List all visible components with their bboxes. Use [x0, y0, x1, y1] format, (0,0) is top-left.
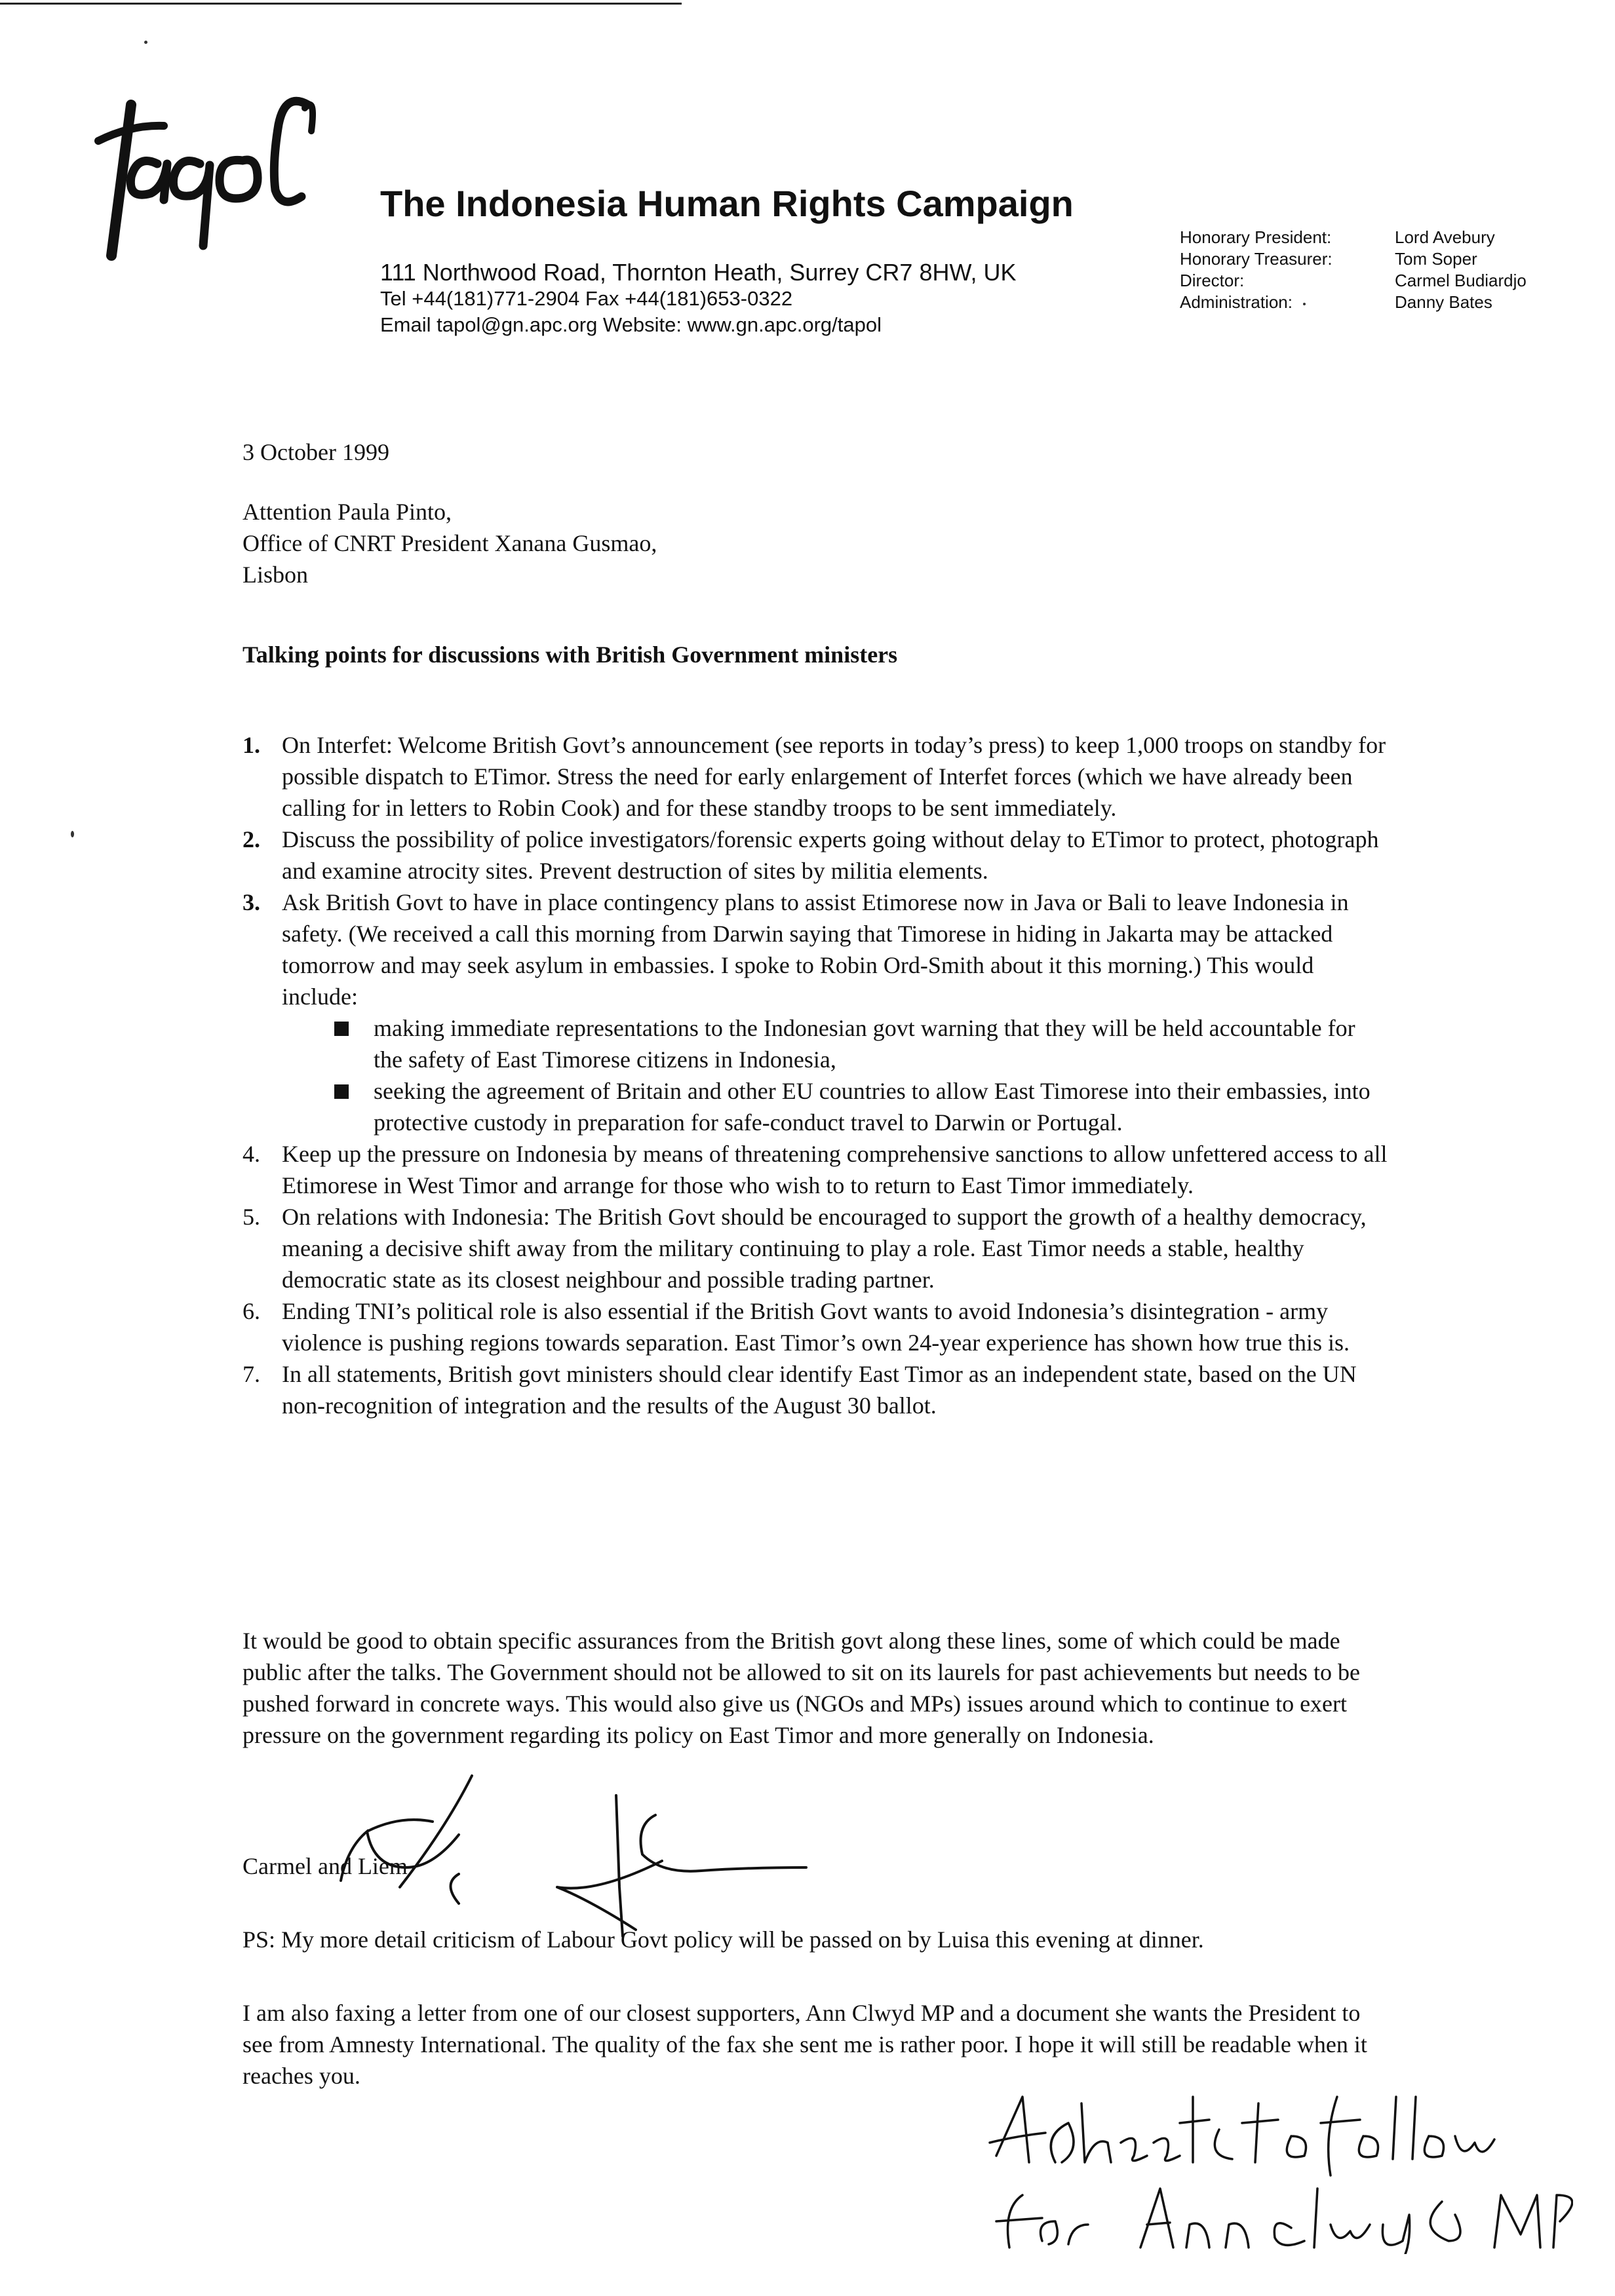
handwriting-stroke	[1494, 2195, 1572, 2248]
point-text: On Interfet: Welcome British Govt’s announcement (see reports in today’s press) to keep 1,000 troops on standby for possible dispatch to ETimor. Stress the need for early enlargement of Interfet forces (which we have already been calling for in letters to Robin Cook) and for these standby troops to be sent immediately.	[282, 732, 1386, 821]
email-website-line: Email tapol@gn.apc.org Website: www.gn.apc.org/tapol	[380, 313, 882, 336]
point-text: On relations with Indonesia: The British Govt should be encouraged to support the growth of a healthy democracy, meaning a decisive shift away from the military continuing to play a role. East Timor needs a stable, healthy democratic state as its closest neighbour and possible trading partner.	[282, 1204, 1367, 1293]
speck	[71, 831, 74, 837]
officer-roles	[1180, 227, 1333, 313]
square-bullet-icon	[334, 1084, 349, 1099]
handwriting-stroke	[1242, 2103, 1306, 2162]
handwriting-stroke	[1051, 2097, 1232, 2162]
postscript: PS: My more detail criticism of Labour Govt policy will be passed on by Luisa this evening at dinner.	[243, 1926, 1204, 1953]
officer-role: Director:	[1180, 271, 1245, 290]
sub-point-list	[282, 1012, 1390, 1138]
sub-point-text: making immediate representations to the Indonesian govt warning that they will be held accountable for the safety of East Timorese citizens in Indonesia,	[374, 1015, 1355, 1073]
signature-liem	[537, 1789, 813, 1940]
logo-wordmark	[98, 101, 313, 256]
phone-fax-line: Tel +44(181)771-2904 Fax +44(181)653-0322	[380, 287, 793, 310]
point-text: Ending TNI’s political role is also essential if the British Govt wants to avoid Indonesia’s disintegration - army violence is pushing regions towards separation. East Timor’s own 24-year experience has shown how true this is.	[282, 1298, 1350, 1356]
speck	[144, 41, 147, 44]
talking-point	[243, 824, 1390, 887]
handwriting-stroke	[996, 2195, 1088, 2248]
sub-point	[334, 1075, 1390, 1138]
handwriting-stroke	[990, 2097, 1045, 2162]
talking-point	[243, 1201, 1390, 1295]
officer-name: Danny Bates	[1395, 292, 1492, 312]
address-line: 111 Northwood Road, Thornton Heath, Surrey CR7 8HW, UK	[380, 259, 1017, 286]
recipient-line: Office of CNRT President Xanana Gusmao,	[243, 530, 657, 556]
tapol-logo	[85, 79, 374, 275]
letter-subject: Talking points for discussions with British Government ministers	[243, 641, 898, 668]
officer-name: Lord Avebury	[1395, 227, 1495, 247]
fax-note-paragraph: I am also faxing a letter from one of our closest supporters, Ann Clwyd MP and a document she wants the President to see from Amnesty International. The quality of the fax she sent me is rather poor. I hope it will still be readable when it reaches you.	[243, 2000, 1367, 2089]
officer-role: Honorary Treasurer:	[1180, 249, 1333, 269]
officer-names	[1395, 227, 1527, 313]
point-number: 7.	[243, 1361, 260, 1387]
square-bullet-icon	[334, 1022, 349, 1036]
officer-name: Carmel Budiardjo	[1395, 271, 1527, 290]
talking-point	[243, 1295, 1390, 1358]
talking-point	[243, 887, 1390, 1138]
org-name: The Indonesia Human Rights Campaign	[380, 183, 1074, 224]
recipient-line: Lisbon	[243, 562, 309, 588]
point-text: In all statements, British govt ministers should clear identify East Timor as an independent state, based on the UN non-recognition of integration and the results of the August 30 ballot.	[282, 1361, 1357, 1419]
sub-point-text: seeking the agreement of Britain and other EU countries to allow East Timorese into their embassies, into protective custody in preparation for safe-conduct travel to Darwin or Portugal.	[374, 1078, 1371, 1136]
point-number: 4.	[243, 1141, 260, 1167]
handwriting-stroke	[1274, 2189, 1460, 2254]
point-number: 5.	[243, 1204, 260, 1230]
officer-name: Tom Soper	[1395, 249, 1477, 269]
handwriting-stroke	[1140, 2189, 1249, 2248]
officer-role: Administration:	[1180, 292, 1293, 312]
point-number: 1.	[243, 732, 260, 758]
talking-points-list	[243, 729, 1390, 1421]
top-rule	[0, 3, 682, 5]
talking-point	[243, 1358, 1390, 1421]
point-text: Discuss the possibility of police investigators/forensic experts going without delay to ETimor to protect, photograph and examine atrocity sites. Prevent destruction of sites by militia elements.	[282, 826, 1379, 884]
letter-date: 3 October 1999	[243, 439, 389, 465]
point-number: 6.	[243, 1298, 260, 1324]
recipient-block	[243, 496, 657, 590]
point-text: Ask British Govt to have in place contingency plans to assist Etimorese now in Java or Bali to leave Indonesia in safety. (We received a call this morning from Darwin saying that Timorese in hiding in Jakarta may be attacked tomorrow and may seek asylum in embassies. I spoke to Robin Ord-Smith about it this morning.) This would include:	[282, 889, 1349, 1010]
closing-paragraph: It would be good to obtain specific assurances from the British govt along these lines, some of which could be made public after the talks. The Government should not be allowed to sit on its laurels for past achievements but needs to be pushed forward in concrete ways. This would also give us (NGOs and MPs) issues around which to continue to exert pressure on the government regarding its policy on East Timor and more generally on Indonesia.	[243, 1628, 1360, 1748]
org-address	[380, 259, 1016, 338]
talking-point	[243, 729, 1390, 824]
signature-carmel	[302, 1769, 505, 1907]
officer-role: Honorary President:	[1180, 227, 1332, 247]
point-number: 2.	[243, 826, 260, 852]
talking-point	[243, 1138, 1390, 1201]
point-text: Keep up the pressure on Indonesia by means of threatening comprehensive sanctions to allow unfettered access to all Etimorese in West Timor and arrange for those who wish to to return to East Timor immediately.	[282, 1141, 1388, 1198]
sub-point	[334, 1012, 1390, 1075]
point-number: 3.	[243, 889, 260, 915]
recipient-line: Attention Paula Pinto,	[243, 499, 452, 525]
handwriting-stroke	[1321, 2097, 1494, 2175]
signoff: Carmel and Liem	[243, 1853, 408, 1879]
handwritten-note	[983, 2084, 1573, 2254]
